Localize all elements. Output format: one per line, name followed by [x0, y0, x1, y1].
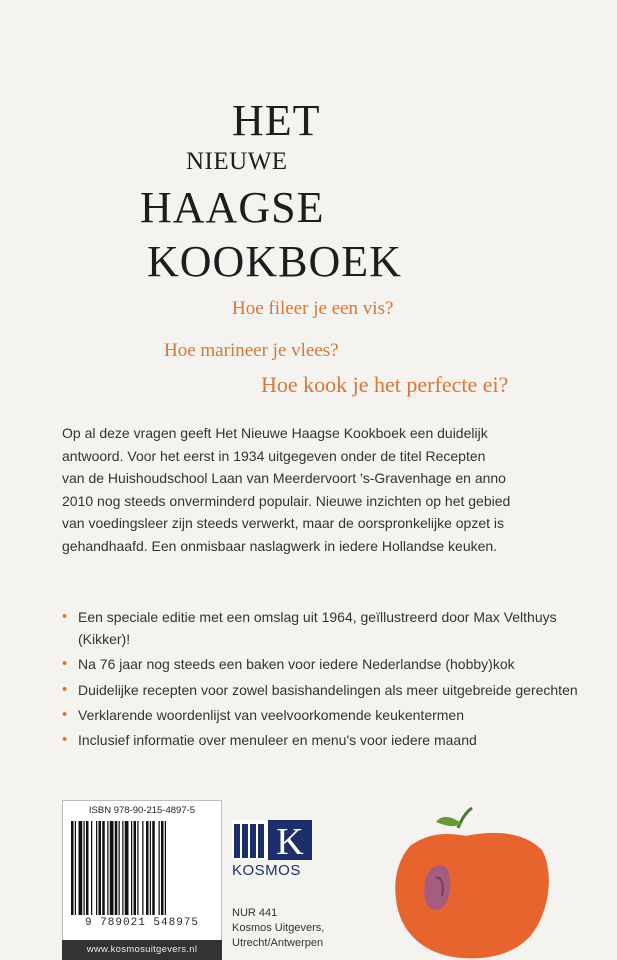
title-line-kookboek: KOOKBOEK — [147, 237, 402, 286]
publisher-info — [232, 906, 352, 951]
barcode-box — [62, 800, 222, 942]
apple-illustration-icon — [392, 806, 552, 960]
intro-line: van voedingsleer zijn steeds verwerkt, maar de oorspronkelijke opzet is — [62, 515, 504, 532]
intro-paragraph — [62, 422, 582, 558]
publisher-url: www.kosmosuitgevers.nl — [62, 940, 222, 960]
intro-line: 2010 nog steeds onverminderd populair. Nieuwe inzichten op het gebied — [62, 492, 511, 509]
feature-list — [62, 606, 582, 754]
question-egg: Hoe kook je het perfecte ei? — [261, 372, 509, 397]
isbn-label: ISBN 978-90-215-4897-5 — [88, 805, 196, 816]
title-line-haagse: HAAGSE — [140, 183, 325, 232]
intro-line: van de Huishoudschool Laan van Meerdervoort 's-Gravenhage en anno — [62, 470, 506, 487]
feature-item: • Verklarende woordenlijst van veelvoorkomende keukentermen — [62, 704, 582, 726]
barcode-digits: 9 789021 548975 — [84, 917, 200, 929]
question-meat: Hoe marineer je vlees? — [164, 340, 339, 361]
logo-letter: K — [276, 821, 304, 863]
publisher-line: Kosmos Uitgevers, — [232, 922, 325, 934]
feature-item: • Een speciale editie met een omslag uit 1964, geïllustreerd door Max Velthuys (Kikker)! — [62, 606, 582, 650]
feature-item: • Inclusief informatie over menuleer en menu's voor iedere maand — [62, 729, 582, 751]
title-line-het: HET — [232, 96, 321, 145]
barcode-bars — [71, 821, 213, 915]
intro-line: gehandhaafd. Een onmisbaar naslagwerk in iedere Hollandse keuken. — [62, 537, 498, 554]
feature-item: • Duidelijke recepten voor zowel basishandelingen als meer uitgebreide gerechten — [62, 679, 582, 701]
intro-line: antwoord. Voor het eerst in 1934 uitgegeven onder de titel Recepten — [62, 447, 486, 464]
title-line-nieuwe: NIEUWE — [186, 148, 288, 175]
feature-item: • Na 76 jaar nog steeds een baken voor iedere Nederlandse (hobby)kok — [62, 653, 582, 675]
intro-line: Op al deze vragen geeft Het Nieuwe Haagse Kookboek een duidelijk — [62, 425, 488, 441]
publisher-name: KOSMOS — [232, 862, 301, 879]
question-fish: Hoe fileer je een vis? — [232, 298, 394, 319]
nur-code: NUR 441 — [232, 907, 278, 919]
publisher-city: Utrecht/Antwerpen — [232, 937, 324, 949]
